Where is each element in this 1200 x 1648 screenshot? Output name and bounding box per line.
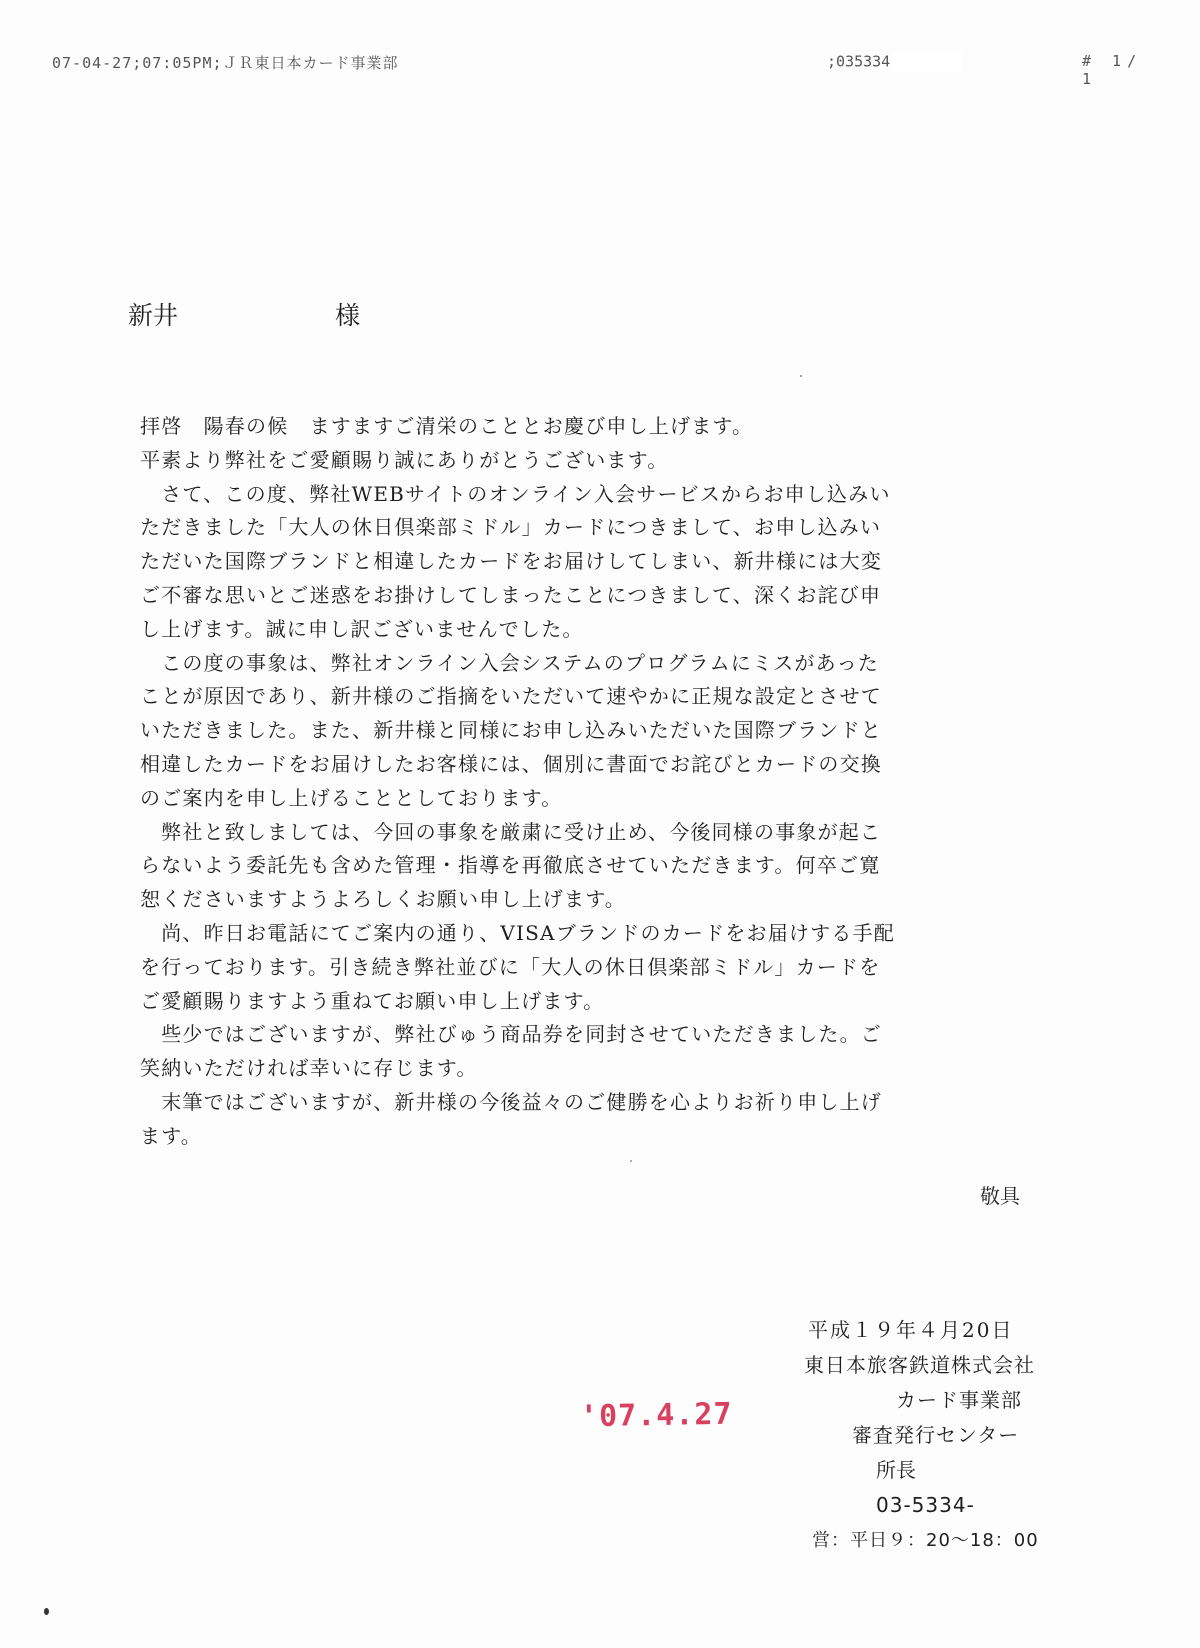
sender-department: カード事業部 [896,1388,1022,1412]
sender-center: 審査発行センター [852,1423,1020,1447]
fax-header-sender: 07-04-27;07:05PM;ＪＲ東日本カード事業部 [52,54,399,72]
body-line: 恕くださいますようよろしくお願い申し上げます。 [140,887,626,912]
body-line: ことが原因であり、新井様のご指摘をいただいて速やかに正規な設定とさせて [140,684,882,709]
body-line: 拝啓 陽春の候 ますますご清栄のこととお慶び申し上げます。 [140,414,754,438]
body-line: いただきました。また、新井様と同様にお申し込みいただいた国際ブランドと [140,718,882,743]
body-line: し上げます。誠に申し訳ございませんでした。 [140,616,584,641]
letter-date: 平成１９年４月20日 [808,1318,1014,1342]
body-line: ご愛顧賜りますよう重ねてお願い申し上げます。 [140,988,605,1013]
body-line: 些少ではございますが、弊社びゅう商品券を同封させていただきました。ご [140,1022,882,1047]
sender-phone: 03-5334- [876,1493,975,1517]
fax-header [52,52,1160,88]
fax-header-number-text: ;035334 [827,52,891,71]
body-line: のご案内を申し上げることとしております。 [140,785,563,810]
body-line: ただいた国際ブランドと相違したカードをお届けしてしまい、新井様には大変 [140,549,882,574]
redaction-box [892,52,962,72]
received-date-stamp: '07.4.27 [579,1396,733,1435]
scan-speck [630,1160,632,1162]
office-hours: 営：平日９：20～18：00 [812,1530,1039,1551]
body-line: ます。 [140,1123,202,1148]
body-line: を行っております。引き続き弊社並びに「大人の休日倶楽部ミドル」カードを [140,954,881,979]
body-line: らないよう委託先も含めた管理・指導を再徹底させていただきます。何卒ご寛 [140,853,881,878]
body-line: この度の事象は、弊社オンライン入会システムのプログラムにミスがあった [140,650,879,675]
letter-body [140,410,1030,1154]
sender-title: 所長 [876,1458,916,1482]
sender-block [800,1313,1100,1558]
scan-speck [44,1608,49,1615]
fax-header-page-count: # 1/ 1 [1082,52,1143,88]
closing-word: 敬具 [980,1184,1020,1208]
body-line: 相違したカードをお届けしたお客様には、個別に書面でお詫びとカードの交換 [140,751,882,776]
addressee-honorific: 様 [335,301,361,330]
body-line: ただきました「大人の休日倶楽部ミドル」カードにつきまして、お申し込みい [140,515,882,540]
addressee-name: 新井 [128,301,179,330]
fax-header-number [827,52,962,72]
body-line: 平素より弊社をご愛顧賜り誠にありがとうございます。 [140,447,669,472]
body-line: 弊社と致しましては、今回の事象を厳粛に受け止め、今後同様の事象が起こ [140,819,882,844]
body-line: ご不審な思いとご迷惑をお掛けしてしまったことにつきまして、深くお詫び申 [140,582,882,607]
sender-company: 東日本旅客鉄道株式会社 [804,1353,1035,1377]
scan-speck [800,375,802,377]
body-line: 末筆ではございますが、新井様の今後益々のご健勝を心よりお祈り申し上げ [140,1089,882,1114]
body-line: 笑納いただければ幸いに存じます。 [140,1056,478,1081]
body-line: 尚、昨日お電話にてご案内の通り、VISAブランドのカードをお届けする手配 [140,920,895,945]
body-line: さて、この度、弊社WEBサイトのオンライン入会サービスからお申し込みい [140,481,891,506]
